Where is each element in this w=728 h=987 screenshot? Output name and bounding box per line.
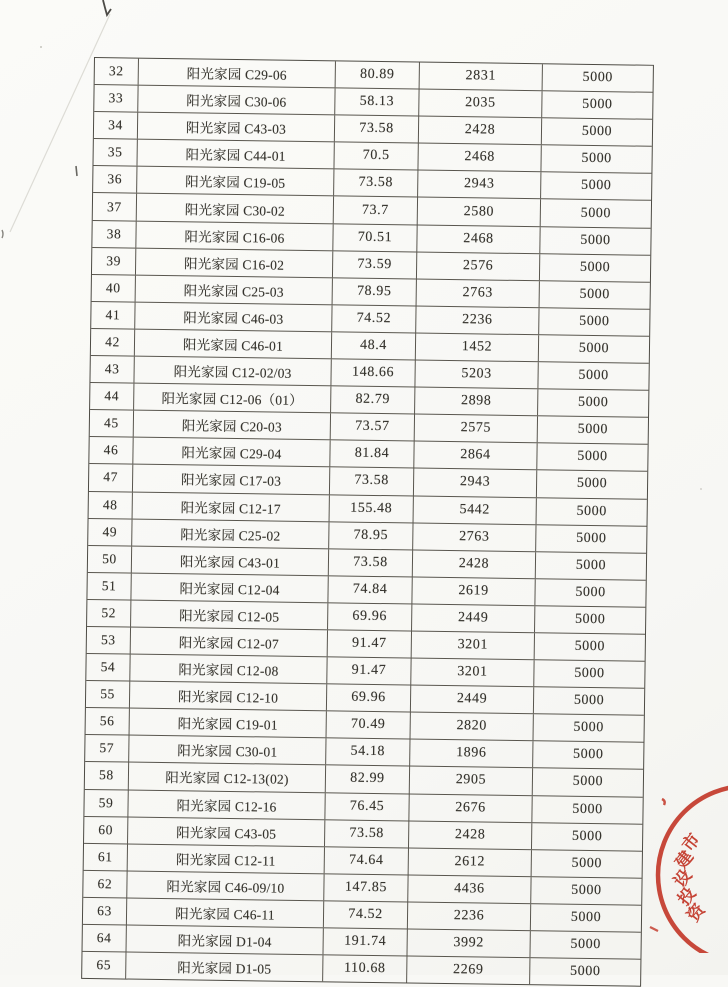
limit-cell: 5000 [536, 498, 647, 526]
unit-name-cell: 阳光家园 C29-04 [132, 438, 329, 467]
unit-name-cell: 阳光家园 C30-01 [128, 736, 325, 765]
amount-cell: 2831 [419, 63, 542, 91]
unit-name-cell: 阳光家园 C12-13(02) [128, 763, 325, 792]
amount-cell: 5203 [414, 361, 537, 389]
amount-cell: 3201 [410, 659, 533, 687]
amount-cell: 2576 [416, 252, 539, 280]
amount-cell: 2575 [414, 415, 537, 443]
row-number-cell: 48 [102, 496, 118, 512]
row-number-cell: 54 [100, 659, 116, 675]
limit-cell: 5000 [532, 742, 643, 770]
limit-cell: 5000 [540, 173, 651, 201]
area-cell: 81.84 [329, 441, 413, 468]
amount-cell: 2580 [417, 198, 540, 226]
limit-cell: 5000 [534, 633, 645, 661]
unit-name-cell: 阳光家园 C19-01 [129, 709, 326, 738]
area-cell: 73.58 [333, 170, 417, 197]
unit-name-cell: 阳光家园 C30-02 [136, 194, 333, 223]
red-seal-stamp [638, 778, 728, 953]
row-number-cell: 65 [96, 957, 112, 973]
amount-cell: 1452 [415, 333, 538, 361]
unit-name-cell: 阳光家园 C12-08 [129, 655, 326, 684]
row-number-cell: 51 [101, 577, 117, 594]
unit-name-cell: 阳光家园 C29-06 [138, 59, 335, 88]
area-cell: 73.58 [324, 820, 408, 847]
amount-cell: 2449 [411, 604, 534, 632]
unit-name-cell: 阳光家园 C43-03 [137, 113, 334, 142]
row-number-cell: 49 [102, 523, 118, 540]
unit-name-cell: 阳光家园 C46-01 [134, 330, 331, 359]
row-number-cell: 43 [104, 361, 120, 377]
area-cell: 74.84 [327, 576, 411, 603]
seal-mark-bottom [650, 927, 658, 931]
row-number-cell: 62 [97, 875, 113, 892]
row-number-cell: 33 [108, 90, 124, 106]
unit-name-cell: 阳光家园 C12-02/03 [133, 357, 330, 386]
row-number-cell: 52 [101, 605, 117, 621]
seal-character: 建 [671, 847, 698, 873]
row-number-cell: 60 [98, 821, 114, 838]
row-number-cell: 64 [96, 930, 112, 946]
amount-cell: 2468 [416, 225, 539, 253]
amount-cell: 1896 [409, 740, 532, 768]
pen-tick-mark [103, 0, 111, 15]
row-number-cell: 35 [107, 144, 123, 160]
limit-cell: 5000 [532, 714, 643, 742]
seal-character: 资 [683, 900, 709, 926]
limit-cell: 5000 [537, 416, 648, 444]
limit-cell: 5000 [533, 687, 644, 715]
unit-name-cell: 阳光家园 C43-05 [127, 817, 324, 846]
row-number-cell: 53 [100, 632, 116, 648]
unit-name-cell: 阳光家园 C12-04 [130, 573, 327, 602]
limit-cell: 5000 [541, 118, 652, 146]
area-cell: 147.85 [323, 874, 407, 901]
limit-cell: 5000 [538, 335, 649, 363]
amount-cell: 2943 [417, 171, 540, 199]
limit-cell: 5000 [537, 389, 648, 417]
limit-cell: 5000 [540, 146, 651, 174]
area-cell: 82.99 [325, 766, 409, 793]
limit-cell: 5000 [539, 281, 650, 309]
unit-name-cell: 阳光家园 C46-11 [126, 898, 323, 927]
unit-name-cell: 阳光家园 C12-05 [130, 600, 327, 629]
seal-character: 设 [670, 865, 696, 891]
dust-speck [40, 46, 42, 48]
unit-name-cell: 阳光家园 C12-16 [127, 790, 324, 819]
amount-cell: 4436 [407, 875, 530, 903]
area-cell: 78.95 [328, 522, 412, 549]
area-cell: 191.74 [322, 928, 406, 955]
unit-name-cell: 阳光家园 C20-03 [133, 411, 330, 440]
row-number-cell: 34 [108, 117, 123, 133]
limit-cell: 5000 [529, 958, 640, 986]
area-cell: 73.58 [328, 549, 412, 576]
amount-cell: 2236 [407, 902, 530, 930]
unit-name-cell: 阳光家园 C25-03 [135, 275, 332, 304]
row-number-cell: 38 [106, 225, 122, 242]
limit-cell: 5000 [531, 823, 642, 851]
area-cell: 74.52 [323, 901, 407, 928]
amount-cell: 2943 [413, 469, 536, 497]
row-number-cell: 36 [107, 171, 123, 187]
limit-cell: 5000 [538, 308, 649, 336]
limit-cell: 5000 [539, 227, 650, 255]
amount-cell: 3201 [411, 631, 534, 659]
area-cell: 91.47 [327, 630, 411, 657]
unit-name-cell: 阳光家园 C46-03 [134, 302, 331, 331]
unit-name-cell: 阳光家园 C46-09/10 [126, 871, 323, 900]
limit-cell: 5000 [531, 850, 642, 878]
row-number-cell: 50 [102, 550, 117, 567]
limit-cell: 5000 [542, 64, 653, 92]
area-cell: 73.58 [329, 468, 413, 495]
amount-cell: 2035 [418, 90, 541, 118]
amount-cell: 2763 [412, 523, 535, 551]
row-number-cell: 63 [97, 903, 113, 919]
area-cell: 73.59 [332, 251, 416, 278]
area-cell: 110.68 [322, 955, 406, 982]
unit-name-cell: 阳光家园 C12-07 [130, 628, 327, 657]
area-cell: 80.89 [335, 61, 419, 88]
area-cell: 69.96 [326, 684, 410, 711]
limit-cell: 5000 [540, 200, 651, 228]
amount-cell: 2763 [416, 279, 539, 307]
unit-name-cell: 阳光家园 C12-11 [127, 844, 324, 873]
amount-cell: 2898 [414, 388, 537, 416]
limit-cell: 5000 [535, 525, 646, 553]
area-cell: 70.49 [326, 712, 410, 739]
limit-cell: 5000 [536, 471, 647, 499]
ink-speck [76, 166, 77, 176]
amount-cell: 3992 [406, 929, 529, 957]
row-number-cell: 39 [106, 252, 122, 269]
row-number-cell: 32 [108, 63, 124, 79]
limit-cell: 5000 [533, 660, 644, 688]
price-table [81, 57, 654, 987]
unit-name-cell: 阳光家园 C12-17 [132, 492, 329, 521]
area-cell: 54.18 [325, 739, 409, 766]
limit-cell: 5000 [536, 444, 647, 472]
area-cell: 91.47 [326, 657, 410, 684]
limit-cell: 5000 [537, 362, 648, 390]
amount-cell: 2428 [418, 117, 541, 145]
table-body [82, 58, 653, 986]
area-cell: 48.4 [331, 332, 415, 359]
unit-name-cell: 阳光家园 D1-05 [125, 953, 322, 982]
row-number-cell: 57 [99, 740, 115, 756]
unit-name-cell: 阳光家园 C16-06 [135, 221, 332, 250]
area-cell: 78.95 [332, 278, 416, 305]
area-cell: 69.96 [327, 603, 411, 630]
row-number-cell: 55 [100, 686, 116, 702]
row-number-cell: 45 [103, 415, 119, 431]
unit-name-cell: 阳光家园 C44-01 [136, 140, 333, 169]
row-number-cell: 58 [99, 767, 114, 783]
area-cell: 82.79 [330, 386, 414, 413]
limit-cell: 5000 [529, 931, 640, 959]
unit-name-cell: 阳光家园 C16-02 [135, 248, 332, 277]
dust-speck [700, 488, 702, 490]
area-cell: 73.57 [330, 414, 414, 441]
seal-characters [669, 829, 709, 925]
seal-arc [658, 786, 728, 953]
unit-name-cell: 阳光家园 C17-03 [132, 465, 329, 494]
amount-cell: 2820 [410, 713, 533, 741]
row-number-cell: 40 [105, 279, 121, 296]
area-cell: 70.51 [332, 224, 416, 251]
row-number-cell: 61 [97, 848, 113, 865]
amount-cell: 2676 [408, 794, 531, 822]
area-cell: 73.58 [334, 116, 418, 143]
amount-cell: 2468 [417, 144, 540, 172]
row-number-cell: 42 [105, 334, 120, 350]
limit-cell: 5000 [535, 552, 646, 580]
row-number-cell: 46 [103, 442, 119, 458]
area-cell: 155.48 [329, 495, 413, 522]
unit-name-cell: 阳光家园 C30-06 [137, 86, 334, 115]
area-cell: 58.13 [334, 88, 418, 115]
unit-name-cell: 阳光家园 C25-02 [131, 519, 328, 548]
area-cell: 148.66 [330, 359, 414, 386]
amount-cell: 2428 [412, 550, 535, 578]
limit-cell: 5000 [534, 606, 645, 634]
ink-speck [2, 230, 3, 238]
area-cell: 73.7 [333, 197, 417, 224]
limit-cell: 5000 [531, 796, 642, 824]
amount-cell: 2864 [413, 442, 536, 470]
seal-character: 市 [678, 829, 704, 856]
amount-cell: 2236 [415, 306, 538, 334]
unit-name-cell: 阳光家园 C12-06（01） [133, 384, 330, 413]
amount-cell: 2428 [408, 821, 531, 849]
limit-cell: 5000 [530, 904, 641, 932]
row-number-cell: 59 [98, 794, 114, 810]
area-cell: 70.5 [333, 143, 417, 170]
row-number-cell: 47 [103, 469, 119, 485]
unit-name-cell: 阳光家园 D1-04 [126, 926, 323, 955]
seal-mark-top [662, 799, 665, 805]
unit-name-cell: 阳光家园 C43-01 [131, 546, 328, 575]
limit-cell: 5000 [534, 579, 645, 607]
area-cell: 76.45 [324, 793, 408, 820]
amount-cell: 2449 [410, 686, 533, 714]
limit-cell: 5000 [541, 91, 652, 119]
row-number-cell: 44 [104, 388, 120, 404]
limit-cell: 5000 [532, 769, 643, 797]
row-number-cell: 56 [99, 713, 115, 729]
limit-cell: 5000 [539, 254, 650, 282]
amount-cell: 2905 [409, 767, 532, 795]
area-cell: 74.64 [324, 847, 408, 874]
amount-cell: 2612 [408, 848, 531, 876]
area-cell: 74.52 [331, 305, 415, 332]
row-number-cell: 41 [105, 307, 121, 323]
unit-name-cell: 阳光家园 C19-05 [136, 167, 333, 196]
row-number-cell: 37 [106, 198, 122, 214]
limit-cell: 5000 [530, 877, 641, 905]
amount-cell: 2619 [411, 577, 534, 605]
amount-cell: 2269 [406, 957, 529, 985]
seal-character: 投 [674, 884, 700, 910]
unit-name-cell: 阳光家园 C12-10 [129, 682, 326, 711]
amount-cell: 5442 [413, 496, 536, 524]
